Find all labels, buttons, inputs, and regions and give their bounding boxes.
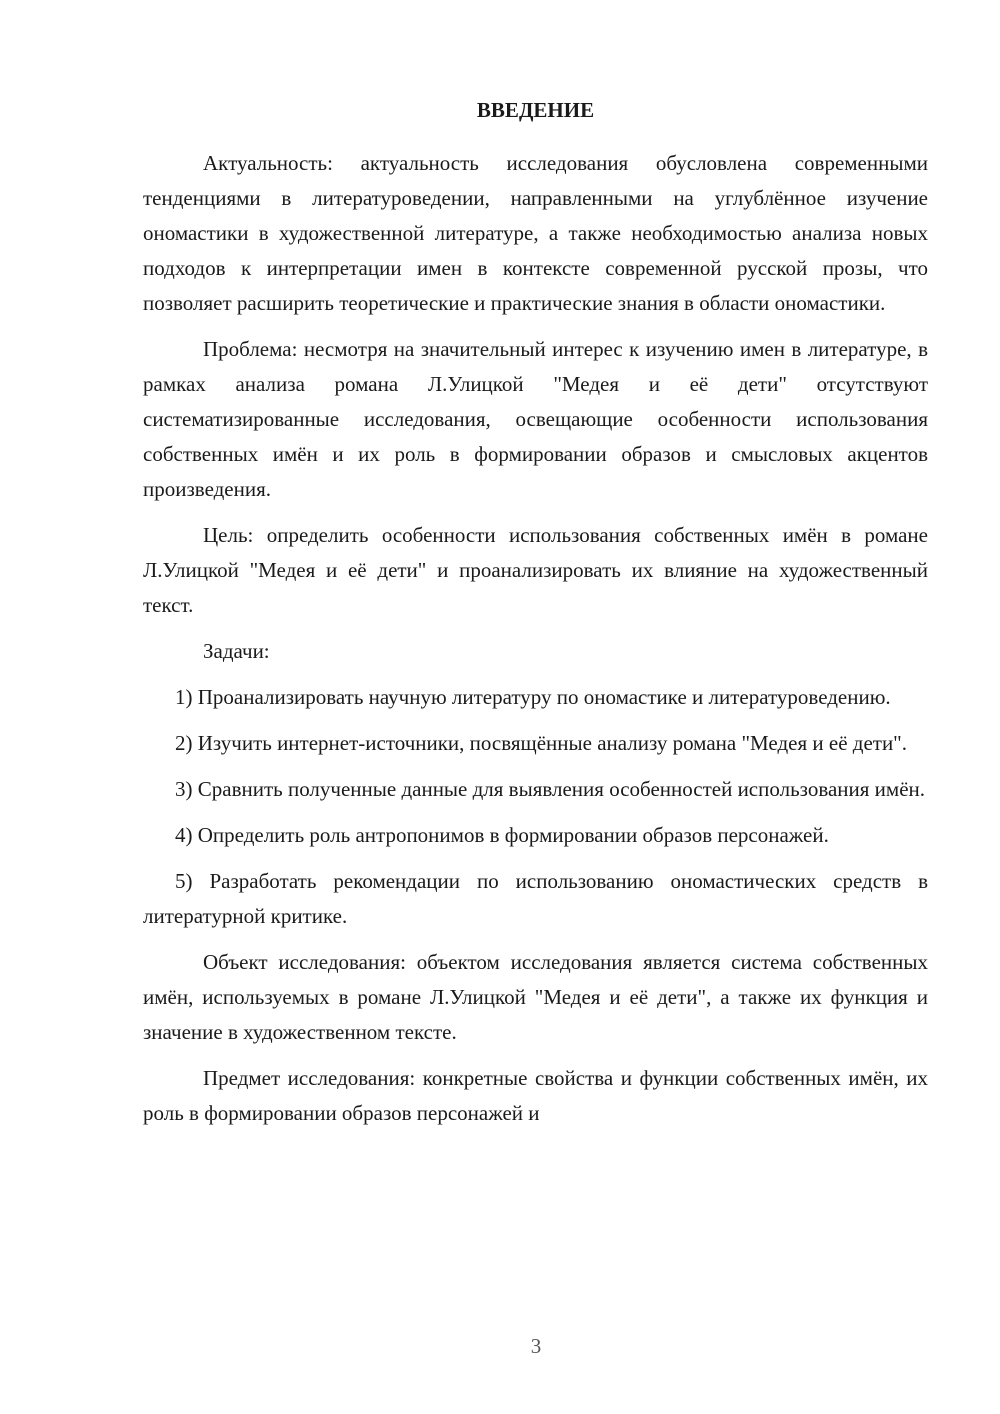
section-heading: ВВЕДЕНИЕ	[476, 98, 595, 122]
object-paragraph: Объект исследования: объектом исследования является система собственных имён, используемых в романе Л.Улицкой "Медея и её дети", а также их функция и значение в художественном тексте.	[143, 950, 928, 1044]
problem-paragraph: Проблема: несмотря на значительный интерес к изучению имен в литературе, в рамках анализа романа Л.Улицкой "Медея и её дети" отсутствуют систематизированные исследования, освещающие особенности использования собственных имён и их роль в формировании образов и смысловых акцентов произведения.	[143, 337, 928, 501]
task-item: 1) Проанализировать научную литературу по ономастике и литературоведению.	[175, 685, 891, 709]
task-item: 5) Разработать рекомендации по использованию ономастических средств в литературной критике.	[143, 869, 928, 928]
relevance-paragraph: Актуальность: актуальность исследования обусловлена современными тенденциями в литературоведении, направленными на углублённое изучение ономастики в художественной литературе, а также необходимостью анализа новых подходов к интерпретации имен в контексте современной русской прозы, что позволяет расширить теоретические и практические знания в области ономастики.	[143, 151, 928, 315]
page-number: 3	[530, 1334, 542, 1358]
subject-paragraph: Предмет исследования: конкретные свойства и функции собственных имён, их роль в формировании образов персонажей и	[143, 1066, 928, 1125]
tasks-label: Задачи:	[203, 639, 270, 663]
task-item: 3) Сравнить полученные данные для выявления особенностей использования имён.	[175, 777, 926, 801]
goal-paragraph: Цель: определить особенности использования собственных имён в романе Л.Улицкой "Медея и её дети" и проанализировать их влияние на художественный текст.	[143, 523, 928, 617]
document-page	[143, 95, 928, 1142]
task-item: 4) Определить роль антропонимов в формировании образов персонажей.	[175, 823, 829, 847]
task-item: 2) Изучить интернет-источники, посвящённые анализу романа "Медея и её дети".	[175, 731, 908, 755]
tasks-list	[143, 680, 928, 934]
